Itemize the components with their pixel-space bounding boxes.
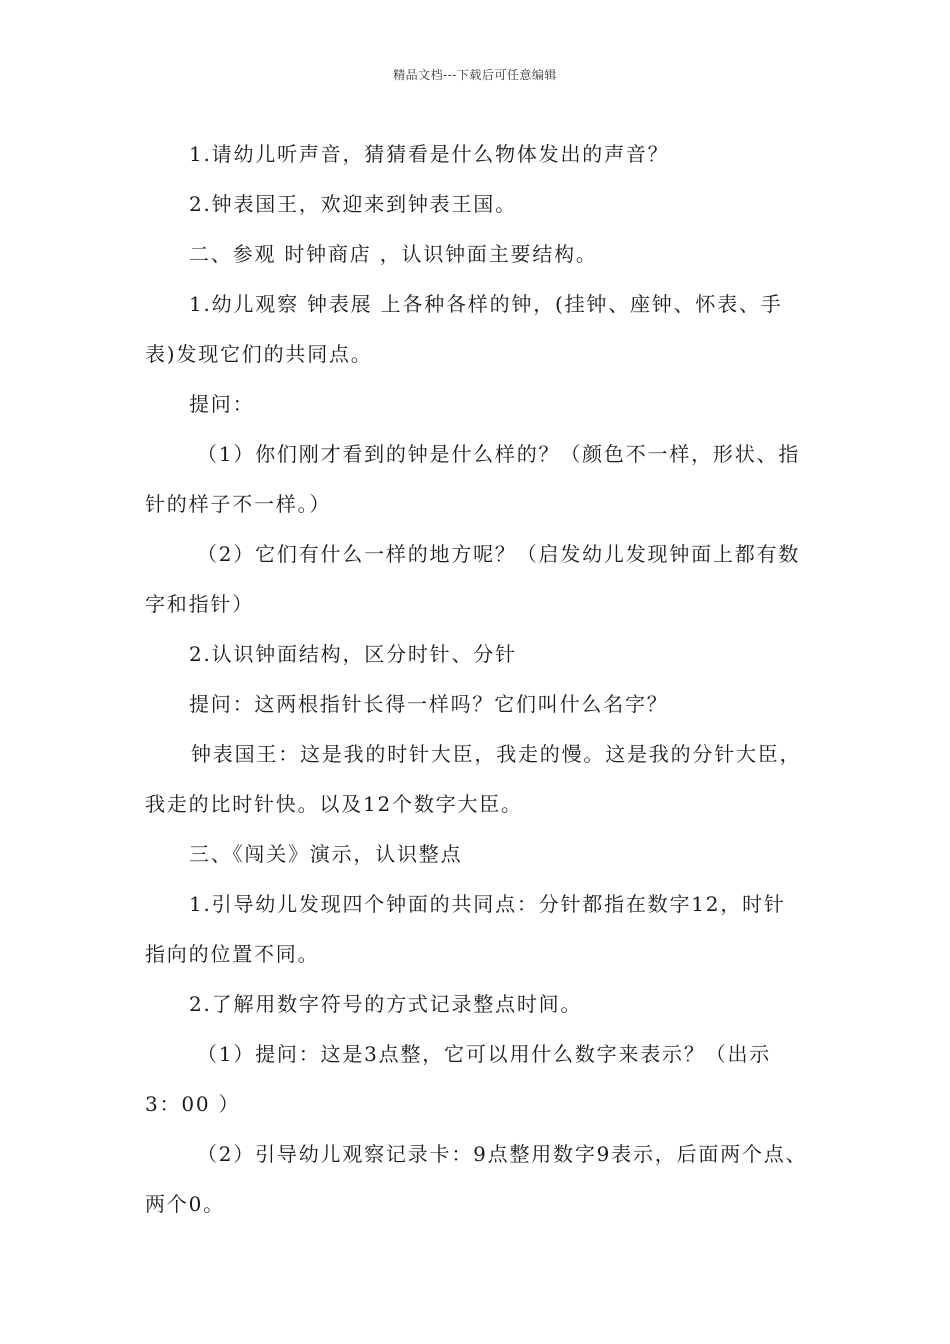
document-body [145,129,810,1229]
paragraph-line: 提问： [189,392,255,416]
paragraph-line: 2.认识钟面结构，区分时针、分针 [189,642,517,666]
paragraph-line: 表)发现它们的共同点。 [145,342,373,366]
paragraph-line: 1.引导幼儿发现四个钟面的共同点：分针都指在数字12，时针 [189,892,786,916]
section-heading: 二、参观 时钟商店 ，认识钟面主要结构。 [189,242,598,266]
paragraph-line: 2.钟表国王，欢迎来到钟表王国。 [189,192,517,216]
paragraph-line: 指向的位置不同。 [145,942,320,966]
paragraph-line: （1）你们刚才看到的钟是什么样的？（颜色不一样，形状、指 [197,442,801,466]
paragraph-line: 2.了解用数字符号的方式记录整点时间。 [189,992,583,1016]
paragraph-line: 字和指针） [145,592,254,616]
paragraph-line: 针的样子不一样。） [145,492,332,516]
paragraph-line: 3：00 ） [145,1092,241,1116]
paragraph-line: 两个0。 [145,1192,225,1216]
section-heading: 三、《闯关》演示，认识整点 [189,842,463,866]
paragraph-line: （2）引导幼儿观察记录卡：9点整用数字9表示，后面两个点、 [197,1142,808,1166]
paragraph-line: 1.幼儿观察 钟表展 上各种各样的钟，(挂钟、座钟、怀表、手 [189,292,783,316]
paragraph-line: 钟表国王：这是我的时针大臣，我走的慢。这是我的分针大臣， [191,742,802,766]
paragraph-line: （2）它们有什么一样的地方呢？（启发幼儿发现钟面上都有数 [197,542,801,566]
paragraph-line: 提问：这两根指针长得一样吗？它们叫什么名字？ [189,692,669,716]
page-header: 精品文档---下载后可任意编辑 [393,68,557,82]
paragraph-line: （1）提问：这是3点整，它可以用什么数字来表示？（出示 [197,1042,772,1066]
paragraph-line: 我走的比时针快。以及12个数字大臣。 [145,792,523,816]
paragraph-line: 1.请幼儿听声音，猜猜看是什么物体发出的声音？ [189,142,670,166]
